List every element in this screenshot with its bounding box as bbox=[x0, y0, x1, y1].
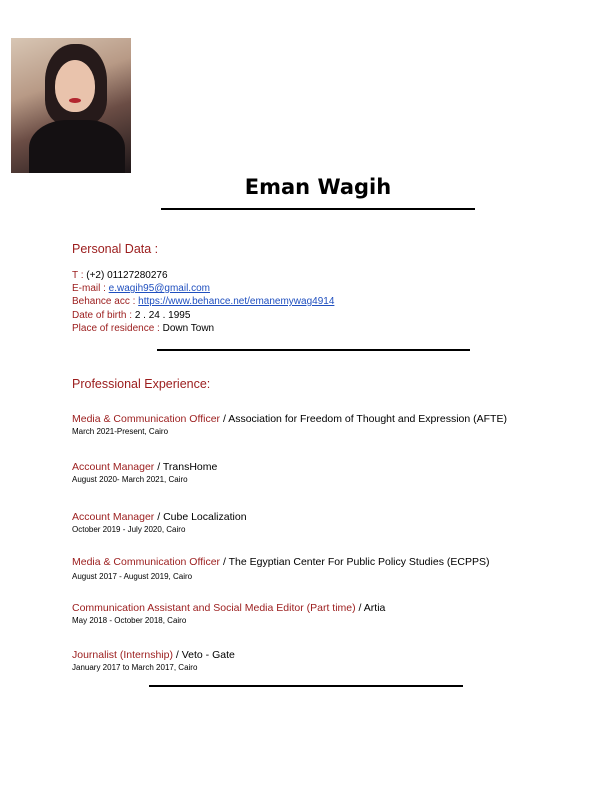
behance-link[interactable]: https://www.behance.net/emanemywag4914 bbox=[138, 296, 335, 307]
job-entry bbox=[72, 461, 217, 486]
divider-middle bbox=[157, 349, 470, 351]
job-organization: / The Egyptian Center For Public Policy Studies (ECPPS) bbox=[220, 556, 490, 568]
divider-top bbox=[161, 208, 475, 210]
dob-row bbox=[72, 310, 190, 322]
profile-photo bbox=[11, 38, 131, 173]
dob-value: 2 . 24 . 1995 bbox=[134, 310, 191, 321]
behance-label: Behance acc : bbox=[72, 296, 139, 307]
divider-bottom bbox=[149, 685, 463, 687]
job-date: August 2017 - August 2019, Cairo bbox=[72, 572, 193, 581]
residence-value: Down Town bbox=[162, 323, 215, 334]
email-label: E-mail : bbox=[72, 283, 109, 294]
job-organization: / Artia bbox=[355, 602, 386, 614]
behance-row bbox=[72, 296, 334, 308]
job-entry bbox=[72, 556, 489, 583]
email-link[interactable]: e.wagih95@gmail.com bbox=[108, 283, 210, 294]
job-date: August 2020- March 2021, Cairo bbox=[72, 475, 188, 484]
phone-row bbox=[72, 270, 168, 282]
job-title: Account Manager bbox=[72, 461, 155, 473]
job-title: Media & Communication Officer bbox=[72, 413, 221, 425]
job-title: Journalist (Internship) bbox=[72, 649, 173, 661]
dob-label: Date of birth : bbox=[72, 310, 135, 321]
resume-name: Eman Wagih bbox=[244, 175, 392, 199]
job-date: March 2021-Present, Cairo bbox=[72, 427, 169, 436]
job-organization: / Veto - Gate bbox=[172, 649, 235, 661]
job-entry bbox=[72, 649, 235, 674]
job-entry bbox=[72, 413, 507, 438]
job-organization: / Association for Freedom of Thought and Expression (AFTE) bbox=[220, 413, 507, 425]
job-title: Media & Communication Officer bbox=[72, 556, 221, 568]
job-date: October 2019 - July 2020, Cairo bbox=[72, 525, 186, 534]
personal-data-heading: Personal Data : bbox=[72, 242, 159, 256]
phone-label: T : bbox=[72, 270, 87, 281]
job-entry bbox=[72, 511, 247, 536]
residence-label: Place of residence : bbox=[72, 323, 163, 334]
experience-heading: Professional Experience: bbox=[72, 377, 211, 391]
phone-value: (+2) 01127280276 bbox=[86, 270, 168, 281]
job-organization: / Cube Localization bbox=[154, 511, 247, 523]
job-title: Communication Assistant and Social Media Editor (Part time) bbox=[72, 602, 356, 614]
job-title: Account Manager bbox=[72, 511, 155, 523]
job-date: May 2018 - October 2018, Cairo bbox=[72, 616, 187, 625]
email-row bbox=[72, 283, 210, 295]
residence-row bbox=[72, 323, 214, 335]
job-entry bbox=[72, 602, 385, 627]
job-organization: / TransHome bbox=[154, 461, 218, 473]
job-date: January 2017 to March 2017, Cairo bbox=[72, 663, 198, 672]
